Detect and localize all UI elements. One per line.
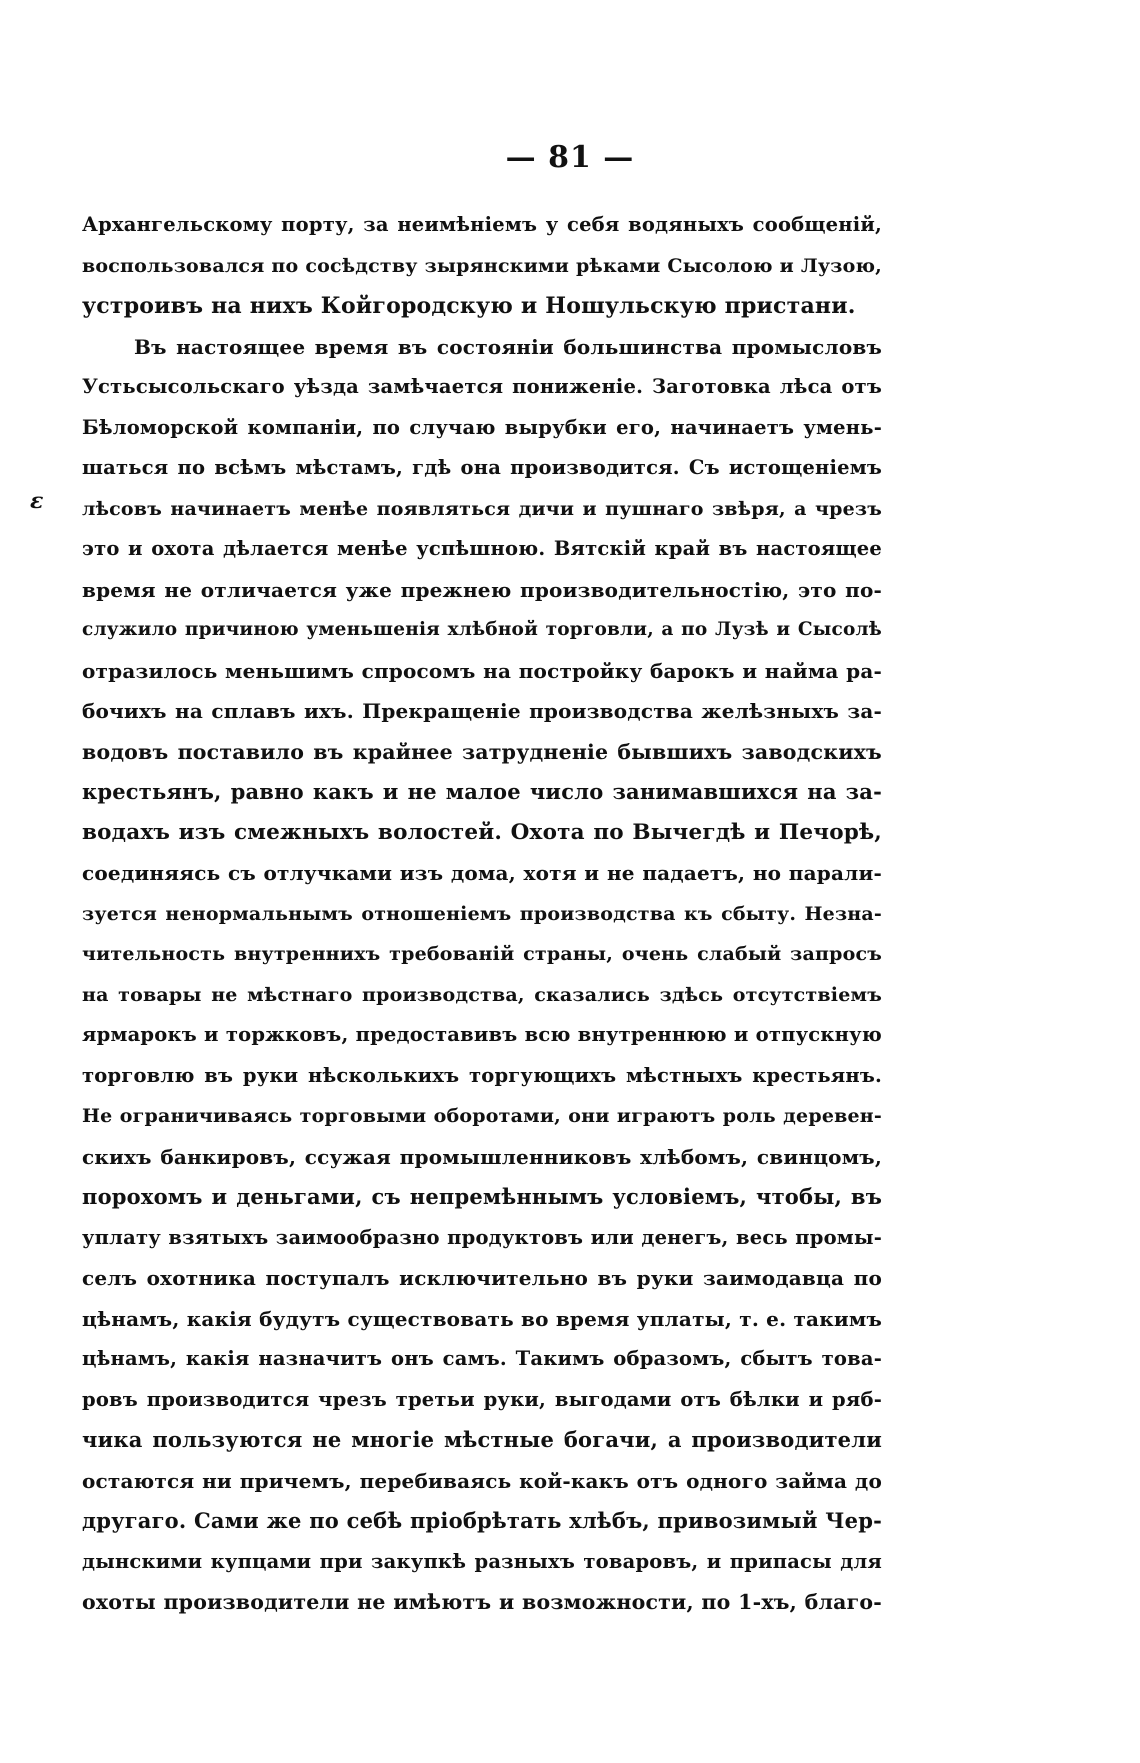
text-line: служило причиною уменьшенія хлѣбной торговли, а по Лузѣ и Сысолѣ [82,619,882,640]
text-line: устроивъ на нихъ Койгородскую и Ношульскую пристани. [82,293,856,319]
text-line: это и охота дѣлается менѣе успѣшною. Вятскій край въ настоящее [82,537,882,560]
text-line: ровъ производится чрезъ третьи руки, выгодами отъ бѣлки и ряб- [82,1387,882,1411]
text-line: крестьянъ, равно какъ и не малое число занимавшихся на за- [82,779,882,804]
text-line: Бѣломорской компаніи, по случаю вырубки его, начинаетъ умень- [82,415,882,439]
text-line: воспользовался по сосѣдству зырянскими рѣками Сысолою и Лузою, [82,254,882,277]
text-line: водовъ поставило въ крайнее затрудненіе бывшихъ заводскихъ [82,739,882,764]
text-line: порохомъ и деньгами, съ непремѣннымъ условіемъ, чтобы, въ [82,1184,882,1209]
text-line: селъ охотника поступалъ исключительно въ руки заимодавца по [82,1266,882,1290]
paragraph-1 [82,205,882,327]
text-line: Не ограничиваясь торговыми оборотами, они играютъ роль деревен- [82,1105,882,1127]
text-line: охоты производители не имѣютъ и возможности, по 1-хъ, благо- [82,1590,882,1614]
text-line: остаются ни причемъ, перебиваясь кой-какъ отъ одного займа до [82,1468,882,1493]
text-line: Въ настоящее время въ состояніи большинства промысловъ [134,334,882,359]
text-line: время не отличается уже прежнею производительностію, это по- [82,577,882,602]
text-line: ярмарокъ и торжковъ, предоставивъ всю внутреннюю и отпускную [82,1023,882,1046]
text-line: соединяясь съ отлучками изъ дома, хотя и не падаетъ, но парали- [82,861,882,885]
text-line: цѣнамъ, какія назначитъ онъ самъ. Такимъ образомъ, сбытъ това- [82,1347,882,1370]
text-line: на товары не мѣстнаго производства, сказались здѣсь отсутствіемъ [82,983,882,1006]
text-line: дынскими купцами при закупкѣ разныхъ товаровъ, и припасы для [82,1549,882,1573]
text-line: отразилось меньшимъ спросомъ на постройку барокъ и найма ра- [82,658,882,683]
text-line: скихъ банкировъ, ссужая промышленниковъ хлѣбомъ, свинцомъ, [82,1144,882,1169]
paragraph-2 [82,327,882,1623]
text-line: водахъ изъ смежныхъ волостей. Охота по Вычегдѣ и Печорѣ, [82,819,882,845]
text-line: шаться по всѣмъ мѣстамъ, гдѣ она производится. Съ истощеніемъ [82,456,882,479]
text-line: Устьсысольскаго уѣзда замѣчается пониженіе. Заготовка лѣса отъ [82,375,882,398]
text-line: зуется ненормальнымъ отношеніемъ производства къ сбыту. Незна- [82,902,882,925]
text-line: чительность внутреннихъ требованій страны, очень слабый запросъ [82,943,882,965]
text-line: бочихъ на сплавъ ихъ. Прекращеніе производства желѣзныхъ за- [82,699,882,723]
text-line: цѣнамъ, какія будутъ существовать во время уплаты, т. е. такимъ [82,1306,882,1331]
page-number: — 81 — [505,140,635,175]
text-line: уплату взятыхъ заимообразно продуктовъ или денегъ, весь промы- [82,1225,882,1249]
text-line: чика пользуются не многіе мѣстные богачи, а производители [82,1427,882,1452]
body-text [82,205,882,1623]
text-line: лѣсовъ начинаетъ менѣе появляться дичи и пушнаго звѣря, а чрезъ [82,497,882,520]
text-line: торговлю въ руки нѣсколькихъ торгующихъ мѣстныхъ крестьянъ. [82,1063,882,1087]
text-line: Архангельскому порту, за неимѣніемъ у себя водяныхъ сообщеній, [82,213,882,236]
margin-mark: ɛ [30,488,44,514]
text-line: другаго. Сами же по себѣ пріобрѣтать хлѣбъ, привозимый Чер- [82,1508,882,1533]
